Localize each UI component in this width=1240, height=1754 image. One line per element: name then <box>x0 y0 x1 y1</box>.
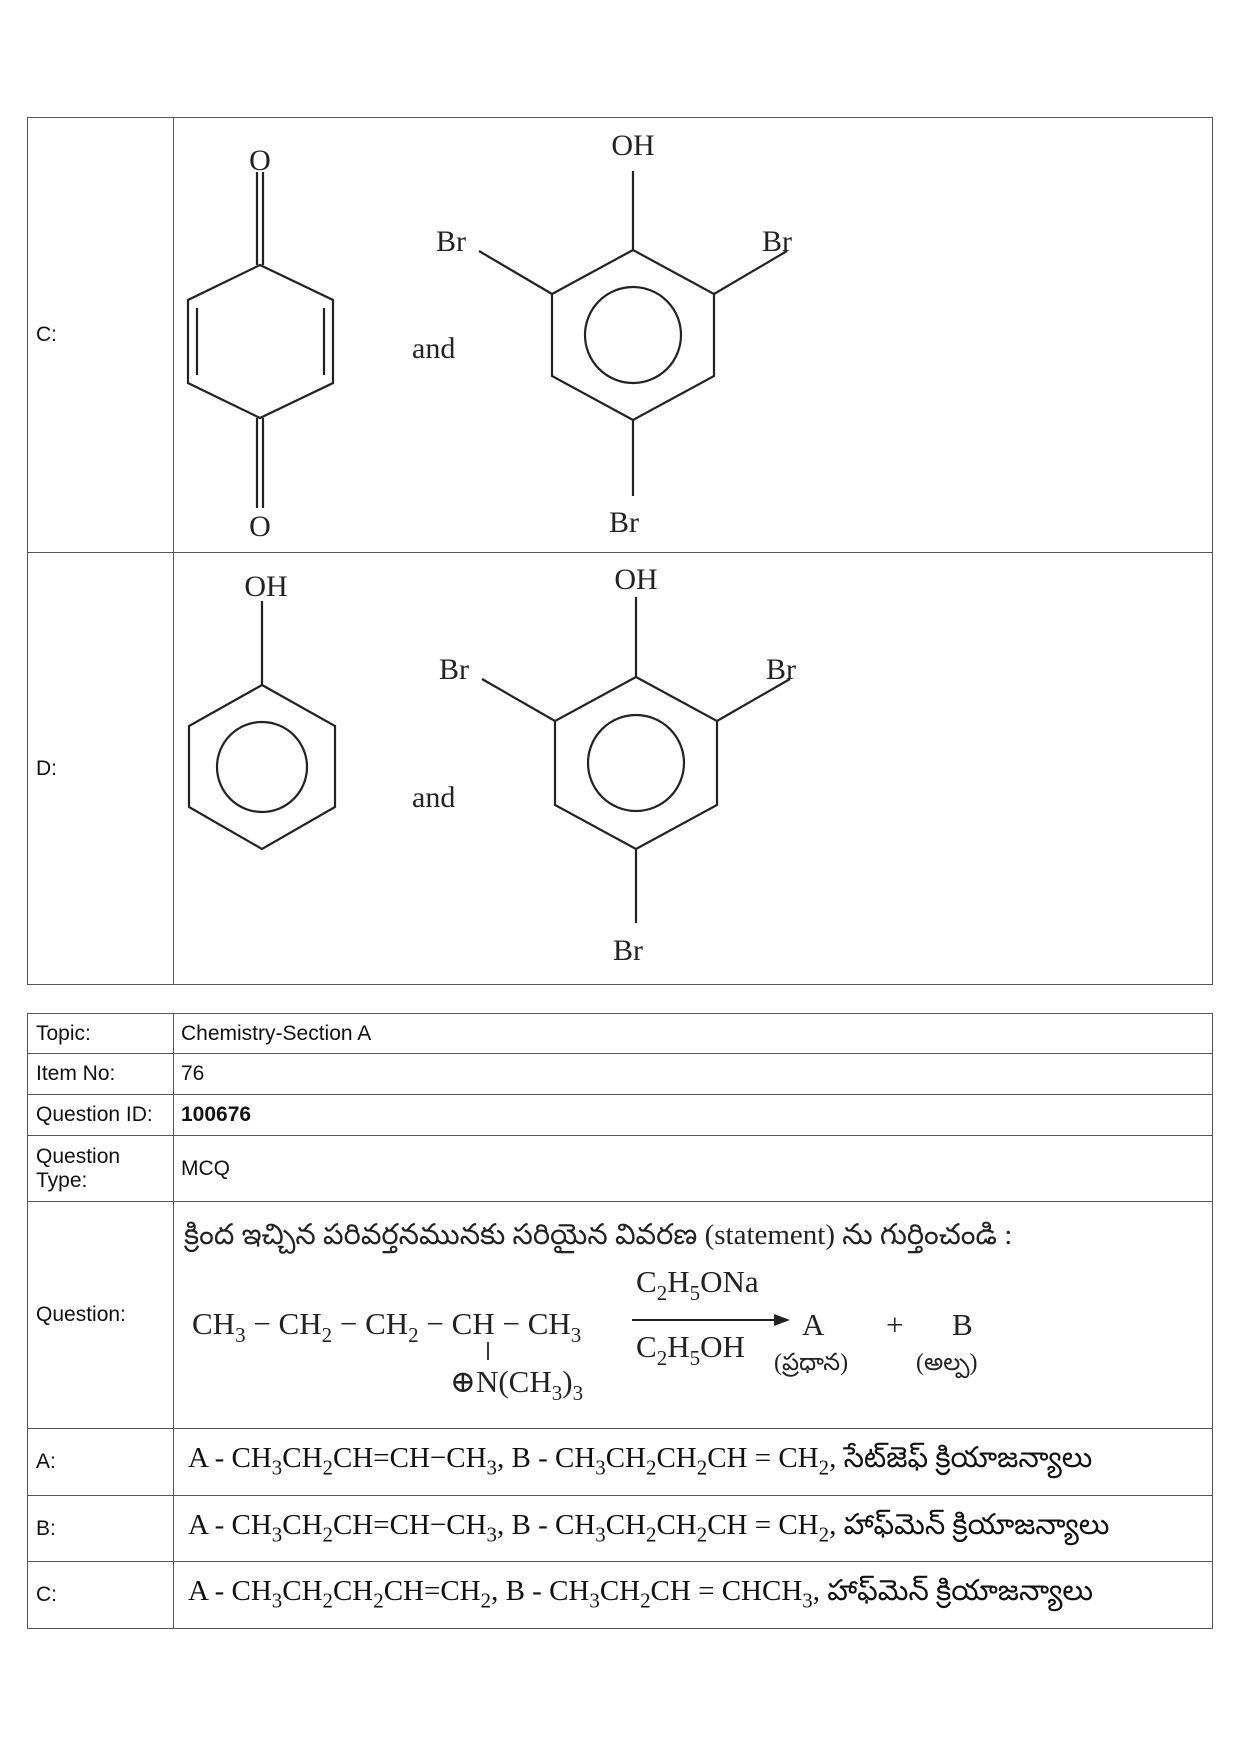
bromine-bottom-label: Br <box>609 506 639 539</box>
option-structures <box>174 118 1213 553</box>
option-text: $A - CH_3CH_2CH=CH-CH_3$, $B - CH_3CH_2CH_2CH = CH_2$, హాఫ్‌మెన్ క్రియాజన్యాలు <box>174 1496 1213 1562</box>
tribromophenol-structure <box>482 597 790 923</box>
product-b: B <box>952 1307 973 1342</box>
substituent-formula: $\oplus N(CH_3)_3$ <box>450 1364 584 1405</box>
reagent-bottom: $C_2H_5OH$ <box>636 1329 745 1370</box>
option-row-c2 <box>28 1562 1213 1629</box>
reagent-top: $C_2H_5ONa$ <box>636 1264 759 1305</box>
reactant-formula: $CH_3 - CH_2 - CH_2$ − CH − $CH_3$ <box>192 1306 582 1347</box>
option-structures <box>174 553 1213 985</box>
hydroxyl-label: OH <box>611 129 655 162</box>
structures-d <box>174 553 1204 979</box>
question-text: క్రింద ఇచ్చిన పరివర్తనమునకు సరియైన వివరణ (statement) ను గుర్తించండి : <box>184 1219 1013 1251</box>
option-label: C: <box>28 1562 174 1629</box>
and-label: and <box>412 781 456 814</box>
benzoquinone-structure <box>188 172 333 508</box>
option-row-c <box>28 118 1213 553</box>
topic-value: Chemistry-Section A <box>174 1014 1213 1054</box>
topic-label: Topic: <box>28 1014 174 1054</box>
question-meta-table <box>27 1013 1213 1629</box>
question-id-row <box>28 1095 1213 1136</box>
question-type-label: Question Type: <box>28 1136 174 1202</box>
phenol-structure <box>189 601 335 849</box>
option-row-d <box>28 553 1213 985</box>
oxygen-bottom-label: O <box>249 510 271 543</box>
hydroxyl-label: OH <box>614 563 658 596</box>
option-label: C: <box>28 118 174 553</box>
item-row <box>28 1054 1213 1095</box>
question-type-row <box>28 1136 1213 1202</box>
major-label: (ప్రధాన) <box>774 1350 849 1376</box>
question-id-value: 100676 <box>174 1095 1213 1136</box>
oxygen-top-label: O <box>249 144 271 177</box>
question-label: Question: <box>28 1202 174 1429</box>
item-value: 76 <box>174 1054 1213 1095</box>
options-structure-table <box>27 117 1213 985</box>
tribromophenol-structure <box>479 171 787 496</box>
structures-c <box>174 118 1204 547</box>
question-body <box>174 1202 1213 1429</box>
bromine-right-label: Br <box>762 225 792 258</box>
bromine-left-label: Br <box>439 653 469 686</box>
product-a: A <box>802 1307 825 1342</box>
bromine-bottom-label: Br <box>613 934 643 967</box>
question-row <box>28 1202 1213 1429</box>
and-label: and <box>412 332 456 365</box>
option-label: D: <box>28 553 174 985</box>
question-content <box>174 1202 1204 1423</box>
option-text: $A - CH_3CH_2CH=CH-CH_3$, $B - CH_3CH_2CH_2CH = CH_2$, సేట్‌జెఫ్ క్రియాజన్యాలు <box>174 1429 1213 1496</box>
option-row-a <box>28 1429 1213 1496</box>
topic-row <box>28 1014 1213 1054</box>
item-label: Item No: <box>28 1054 174 1095</box>
plus-sign: + <box>886 1307 904 1342</box>
option-text: $A - CH_3CH_2CH_2CH=CH_2$, B - $CH_3CH_2CH$ = $CHCH_3$, హాఫ్‌మెన్ క్రియాజన్యాలు <box>174 1562 1213 1629</box>
question-id-label: Question ID: <box>28 1095 174 1136</box>
option-row-b <box>28 1496 1213 1562</box>
hydroxyl-label: OH <box>244 570 288 603</box>
minor-label: (అల్ప) <box>916 1350 978 1376</box>
option-label: B: <box>28 1496 174 1562</box>
option-label: A: <box>28 1429 174 1496</box>
bromine-left-label: Br <box>436 225 466 258</box>
arrow-head <box>774 1314 790 1326</box>
bromine-right-label: Br <box>766 653 796 686</box>
question-type-value: MCQ <box>174 1136 1213 1202</box>
